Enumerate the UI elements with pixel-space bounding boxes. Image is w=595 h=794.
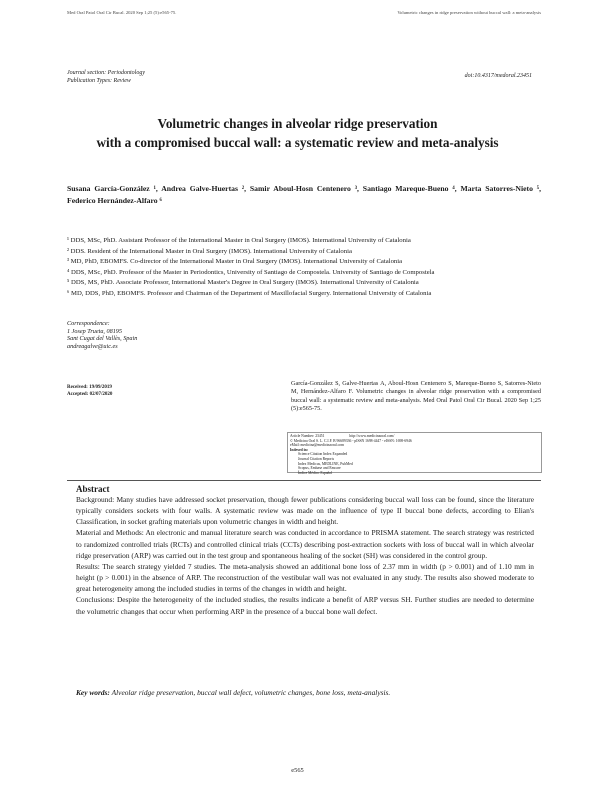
abstract-results: Results: The search strategy yielded 7 studies. The meta-analysis showed an additional bone loss of 2.37 mm in width (p > 0.001) and of 1.10 mm in height (p > 0.001) in the absence of ARP. The reconstruction of the vestibular wall was not evaluated in any study. The results also showed moderate to great heterogeneity among the included studies in terms of the changes in width and height. xyxy=(76,561,534,594)
article-number: Article Number: 23451 xyxy=(290,434,325,438)
keywords-label: Key words: xyxy=(76,688,110,697)
running-header-left: Med Oral Patol Oral Cir Bucal. 2020 Sep 1;25 (5):e565-75. xyxy=(67,10,177,15)
affiliation-3: ³ MD, PhD, EBOMFS. Co-director of the International Master in Oral Surgery (IMOS). International University of Catalonia xyxy=(67,258,403,266)
index-item: Scopus, Embase and Emcare xyxy=(298,466,341,471)
index-item: Journal Citation Reports xyxy=(298,456,335,461)
citation-text: García-González S, Galve-Huertas A, Aboul-Hosn Centenero S, Mareque-Bueno S, Satorres-Nieto M, Hernández-Alfaro F. Volumetric changes in alveolar ridge preservation with a compromised buccal wall: a systematic review and meta-analysis. Med Oral Patol Oral Cir Bucal. 2020 Sep 1;25 (5):e565-75. xyxy=(291,380,541,413)
journal-section: Journal section: Periodontology xyxy=(67,70,145,76)
copyright-line: © Medicina Oral S. L. C.I.F. B 96689336 - pISSN 1698-4447 - eISSN: 1698-6946 xyxy=(290,438,412,443)
affiliation-4: ⁴ DDS, MSc, PhD. Professor of the Master in Periodontics, University of Santiago de Compostela. University of Santiago de Compostela xyxy=(67,268,435,276)
index-item: Index Medicus, MEDLINE, PubMed xyxy=(298,461,353,466)
abstract-methods: Material and Methods: An electronic and manual literature search was conducted in accordance to PRISMA statement. The search strategy was restricted to randomized controlled trials (RCTs) and controlled clinical trials (CCTs) describing post-extraction sockets with loss of buccal wall in which alveolar ridge preservation (ARP) was carried out in the test group and spontaneous healing of the socket (SH) was considered in the control group. xyxy=(76,528,534,560)
correspondence-label: Correspondence: xyxy=(67,320,110,327)
abstract-background: Background: Many studies have addressed socket preservation, though fewer publications considering buccal wall loss can be found, since the literature typically considers sockets with four walls. A systematic review was made on the influence of type II buccal bone defects, according to Elian's Classification, in socket grafting materials upon volumetric changes in width and height. xyxy=(76,495,534,527)
journal-url[interactable]: http://www.medicinaoral.com/ xyxy=(349,434,395,438)
publication-type: Publication Types: Review xyxy=(67,78,131,84)
article-dates xyxy=(67,385,112,398)
abstract-heading: Abstract xyxy=(76,484,110,494)
accepted-date: Accepted: 02/07/2020 xyxy=(67,391,113,397)
keywords xyxy=(76,688,534,697)
keywords-list: Alveolar ridge preservation, buccal wall defect, volumetric changes, bone loss, meta-analysis. xyxy=(111,688,391,697)
received-date: Received: 19/09/2019 xyxy=(67,385,112,390)
journal-info-box xyxy=(287,432,542,473)
correspondence xyxy=(67,320,137,350)
index-item: Science Citation Index Expanded xyxy=(298,452,348,457)
abstract-body xyxy=(76,494,534,617)
author-list: Susana García-González ¹, Andrea Galve-Huertas ², Samir Aboul-Hosn Centenero ³, Santiago Mareque-Bueno ⁴, Marta Satorres-Nieto ⁵, Federico Hernández-Alfaro ⁶ xyxy=(67,184,541,205)
indexed-label: Indexed in: xyxy=(290,447,308,452)
page-number: e565 xyxy=(291,767,304,774)
abstract-conclusions: Conclusions: Despite the heterogeneity of the included studies, the results indicate a benefit of ARP versus SH. Further studies are needed to determine the volumetric changes that occur when performing ARP in the presence of a buccal bone wall defect. xyxy=(76,595,534,616)
title-line-2: with a compromised buccal wall: a systematic review and meta-analysis xyxy=(96,135,499,150)
title-line-1: Volumetric changes in alveolar ridge preservation xyxy=(157,116,438,131)
journal-email[interactable]: eMail: medicina@medicinaoral.com xyxy=(290,443,344,448)
doi[interactable]: doi:10.4317/medoral.23451 xyxy=(464,73,532,79)
article-title xyxy=(0,114,595,152)
correspondence-address-1: 1 Josep Trueta, 08195 xyxy=(67,327,122,335)
affiliations xyxy=(67,236,541,300)
correspondence-email[interactable]: andreagalve@uic.es xyxy=(67,342,118,350)
affiliation-6: ⁶ MD, DDS, PhD, EBOMFS. Professor and Chairman of the Department of Maxillofacial Surgery. International University of Catalonia xyxy=(67,289,432,297)
affiliation-2: ² DDS. Resident of the International Master in Oral Surgery (IMOS). International University of Catalonia xyxy=(67,247,352,255)
affiliation-1: ¹ DDS, MSc, PhD. Assistant Professor of the International Master in Oral Surgery (IMOS). International University of Catalonia xyxy=(67,237,411,244)
correspondence-address-2: Sant Cugat del Vallès, Spain xyxy=(67,335,138,343)
index-item: Índice Médico Español xyxy=(298,470,333,475)
affiliation-5: ⁵ DDS, MS, PhD. Associate Professor, International Master's Degree in Oral Surgery (IMOS). International University of Catalonia xyxy=(67,279,419,287)
running-header-right: Volumetric changes in ridge preservation without buccal wall: a meta-analysis xyxy=(397,10,541,15)
